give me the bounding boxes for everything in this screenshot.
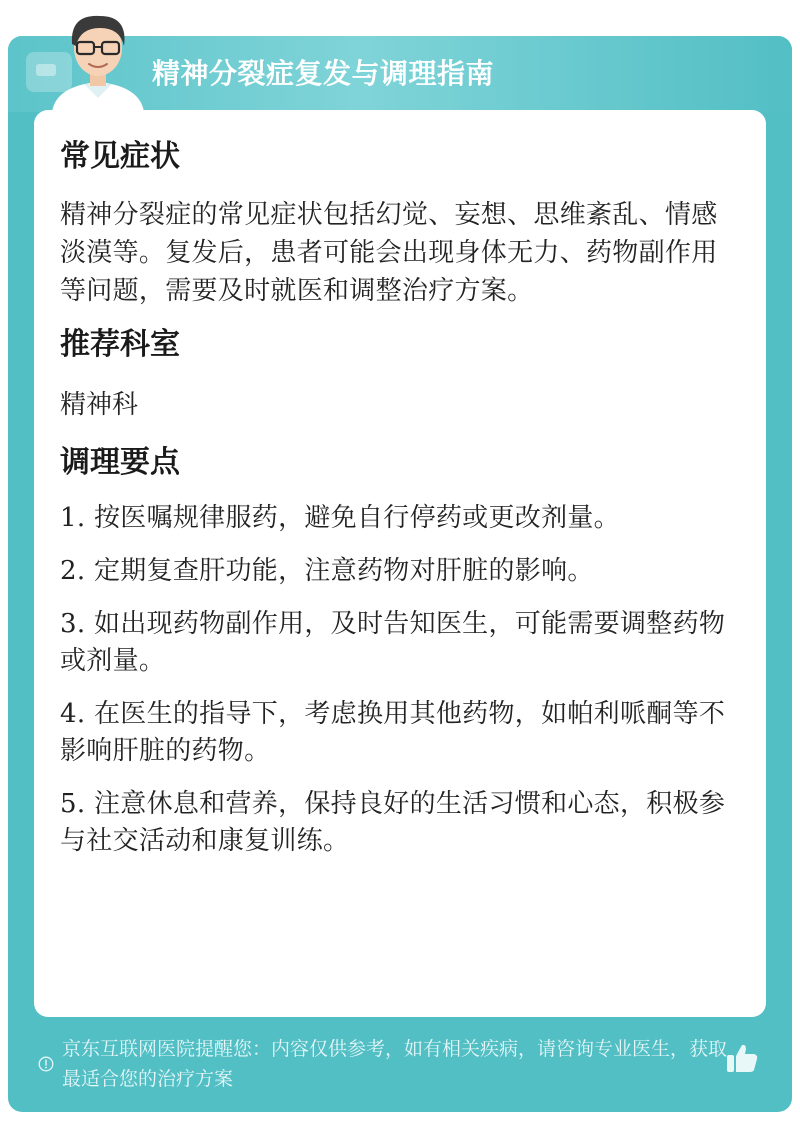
- list-item-number: 4.: [60, 699, 86, 729]
- list-item-number: 3.: [60, 609, 86, 639]
- list-item: [60, 606, 740, 680]
- info-icon: [38, 1056, 54, 1072]
- list-item: [60, 500, 740, 537]
- list-item-text: 在医生的指导下，考虑换用其他药物，如帕利哌酮等不影响肝脏的药物。: [60, 699, 726, 766]
- department-value: 精神科: [60, 390, 139, 420]
- list-item-text: 注意休息和营养，保持良好的生活习惯和心态，积极参与社交活动和康复训练。: [60, 789, 726, 856]
- list-item: [60, 786, 740, 860]
- list-item-text: 定期复查肝功能，注意药物对肝脏的影响。: [85, 556, 594, 586]
- symptoms-text: 精神分裂症的常见症状包括幻觉、妄想、思维紊乱、情感淡漠等。复发后，患者可能会出现身体无力、药物副作用等问题，需要及时就医和调整治疗方案。: [60, 200, 718, 306]
- care-list: [60, 500, 740, 860]
- list-item-number: 5.: [60, 789, 86, 819]
- list-item-number: 2.: [60, 556, 86, 586]
- symptoms-heading: 常见症状: [60, 139, 180, 174]
- doctor-avatar-icon: [46, 6, 150, 112]
- list-item: [60, 553, 740, 590]
- thumbs-up-icon[interactable]: [724, 1040, 760, 1076]
- department-heading: 推荐科室: [60, 327, 180, 362]
- list-item-number: 1.: [60, 503, 86, 533]
- list-item-text: 如出现药物副作用，及时告知医生，可能需要调整药物或剂量。: [60, 609, 726, 676]
- list-item: [60, 696, 740, 770]
- page-title: 精神分裂症复发与调理指南: [152, 57, 495, 90]
- list-item-text: 按医嘱规律服药，避免自行停药或更改剂量。: [85, 503, 620, 533]
- disclaimer-text: 京东互联网医院提醒您：内容仅供参考，如有相关疾病，请咨询专业医生，获取最适合您的治疗方案: [62, 1038, 728, 1090]
- care-heading: 调理要点: [60, 445, 180, 480]
- content-card: [34, 110, 766, 1017]
